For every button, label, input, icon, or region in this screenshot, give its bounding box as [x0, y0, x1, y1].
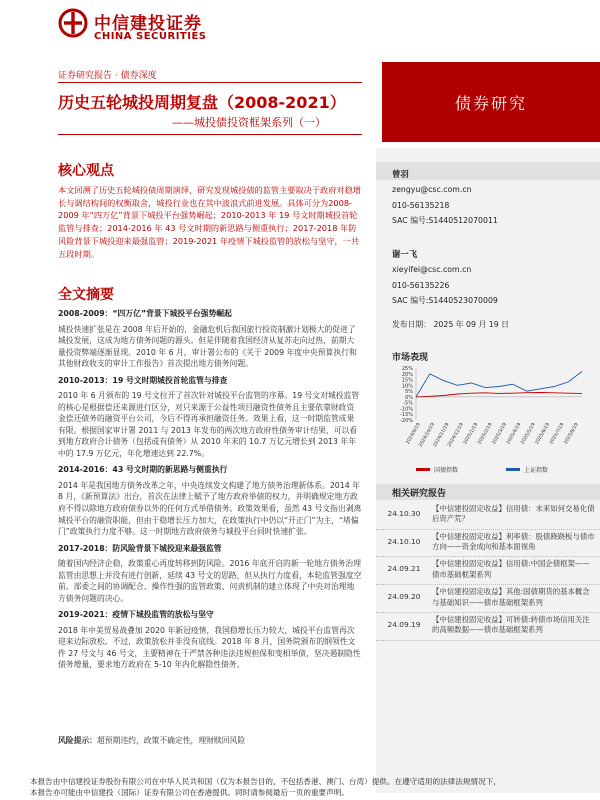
related-report-item[interactable]: [376, 613, 600, 641]
related-report-item[interactable]: [376, 557, 600, 585]
related-reports-list: [376, 502, 600, 641]
analyst-email[interactable]: zengyu@csc.com.cn: [392, 185, 472, 195]
report-title: 历史五轮城投周期复盘（2008-2021）: [58, 93, 346, 112]
x-tick-label: 2025/7/19: [549, 422, 566, 446]
summary-subheading: 2010-2013：19 号文时期城投首轮监管与排查: [58, 375, 228, 385]
category-banner: 债券研究: [382, 62, 600, 142]
x-tick-label: 2025/5/19: [520, 422, 537, 446]
analyst-sac: SAC 编号:S1440512070011: [392, 215, 498, 225]
summary-subheading: 2017-2018：防风险背景下城投迎来最强监管: [58, 543, 222, 553]
related-report-title[interactable]: 【中信建投固定收益】利率债：股债跷跷板与债市方向——资金成向和基本面视角: [432, 531, 595, 552]
company-logo-icon: [58, 8, 88, 38]
y-tick-label: 5%: [405, 389, 413, 396]
analyst-name: 曾羽: [392, 169, 409, 179]
y-tick-label: 15%: [401, 377, 413, 384]
disclaimer-line: 本报告由中信建投证券股份有限公司在中华人民共和国（仅为本报告目的，不包括香港、澳门、台湾）提供。在遵守适用的法律法规情况下，: [30, 777, 501, 786]
related-report-item[interactable]: [376, 530, 600, 558]
analyst-phone: 010-56135226: [392, 280, 450, 290]
market-performance-heading: 市场表现: [392, 353, 429, 363]
related-report-title[interactable]: 【中信建投固定收益】信用债：未来如何交易化债后资产荒？: [432, 504, 595, 524]
summary-paragraph: 2010 年 6 月颁布的 19 号文拉开了首次针对城投平台监管的序幕。19 号文对城投监管的核心是根据偿还来源进行区分，对只来源于公益性项目融资性债务且主要依靠财政资金偿还债务的融资平台公司，今后不得再承担融资任务。效果上看，这一时期监管成果有限。根据国家审计署 2011 与 2013 年发布的两次地方政府性债务审计结果，可以看到地方政府合计债务（包括或有债务）从 2010 年末的 10.7 万亿元增长到 2013 年年中的 17.9 万亿元，年化增速达到 22.7%。: [58, 391, 360, 458]
related-report-date: 24.09.19: [387, 619, 421, 629]
x-tick-label: 2025/2/19: [477, 422, 494, 446]
x-tick-label: 2024/10/19: [418, 422, 437, 448]
x-tick-label: 2025/1/19: [463, 422, 480, 446]
legend-swatch: [416, 468, 430, 471]
core-view-text: 本文回溯了历史五轮城投债周期演绎，研究发现城投债的监管主要取决于政府对稳增长与调结构间的权衡取舍，城投行业也在其中波浪式前进发展。具体可分为2008-2009 年“四万亿”背景下城投平台强势崛起；2010-2013 年 19 号文时期城投首轮监管与排查；2014-2016 年 43 号文时期的新思路与侧重执行；2017-2018 年防风险背景下城投迎来最强监管；2019-2021 年疫情下城投监管的放松与坚守，一共五段时期。: [58, 185, 361, 259]
publish-date: 发布日期： 2025 年 09 月 19 日: [392, 320, 509, 329]
x-tick-label: 2025/4/19: [506, 422, 523, 446]
analyst-name: 谢一飞: [392, 249, 418, 259]
analyst-card: [392, 166, 498, 228]
report-type: 证券研究报告 · 债券深度: [58, 71, 157, 81]
summary-subheading: 2008-2009：“四万亿”背景下城投平台强势崛起: [58, 309, 232, 318]
related-report-date: 24.09.20: [387, 592, 421, 602]
logo-company-name: 中信建投证券: [94, 14, 202, 34]
risk-text: 超预期违约，政策不确定性，理财赎回风险: [96, 736, 246, 745]
report-subtitle: ——城投债投资框架系列（一）: [172, 116, 326, 129]
x-tick-label: 2025/3/19: [491, 422, 508, 446]
summary-paragraph: 城投快速扩张是在 2008 年后开始的，金融危机后我国旅行投资制激计划极大的促进了城投发展，这成为地方债务问题的源头。但是伴随着我国经济从复苏走向过热，前期大量投资弊端逐渐显现。2010 年 6 月，审计署公布的《关于 2009 年度中央预算执行和其他财政收支的审计工作报告》首次提出地方债务问题。: [58, 324, 357, 369]
core-view-heading: 核心观点: [58, 163, 114, 179]
related-report-date: 24.10.10: [387, 536, 421, 546]
related-report-date: 24.09.21: [387, 564, 421, 574]
y-tick-label: 20%: [401, 371, 413, 378]
disclaimer-line: 本报告亦可能由中信建投（国际）证券有限公司在香港提供。同时请参阅最后一页的重要声明。: [30, 788, 349, 797]
y-tick-label: 0%: [405, 394, 413, 401]
legend-label: 上证指数: [524, 467, 549, 474]
summary-paragraph: 随着国内经济企稳，政策重心再度转移到防风险。2016 年底开启的新一轮地方债务治理监管由思想上并没有进行创新，延续 43 号文的思路，但从执行力度看，本轮监管强度空前。部委之间的协调配合、操作性强的监管政策、问责机制的建立体现了中央对治理地方债务问题的决心。: [58, 559, 362, 603]
related-report-title[interactable]: 【中信建投固定收益】信用债:中国企债框架——债市基础框架系列: [432, 559, 590, 579]
summary-heading: 全文摘要: [58, 287, 114, 303]
related-reports-heading: 相关研究报告: [392, 489, 447, 499]
related-report-date: 24.10.30: [387, 509, 421, 518]
disclaimer: [30, 776, 600, 798]
divider: [58, 82, 362, 83]
risk-warning: [58, 735, 245, 746]
y-tick-label: 25%: [401, 366, 413, 372]
related-report-title[interactable]: 【中信建投固定收益】可转债:转债市场信用关注的高频数据——债市基础框架系列: [432, 614, 590, 635]
analyst-sac: SAC 编号:S1440523070009: [392, 295, 498, 305]
summary-body: [58, 308, 362, 676]
related-report-item[interactable]: [376, 585, 600, 613]
x-tick-label: 2025/8/19: [563, 422, 580, 446]
summary-subheading: 2019-2021：疫情下城投监管的放松与坚守: [58, 610, 214, 620]
summary-paragraph: 2014 年是我国地方债务改革之年，中央连续发文构建了地方债务治理新体系。2014 年 8 月，《新预算法》出台，首次在法律上赋予了地方政府举债的权力，并明确规定地方政府不得以除地方政府债券以外的任何方式举借债务。政策效果看，虽然 43 号文指出剥离城投平台的融资职能，但由于稳增长压力加大，在政策执行中仍以“开正门”为主，“堵偏门”政策执行力度不够。这一时期地方政府债务与城投平台同时快速扩张。: [58, 480, 362, 537]
risk-label: 风险提示：: [58, 736, 97, 745]
summary-subheading: 2014-2016：43 号文时期的新思路与侧重执行: [58, 465, 228, 475]
related-report-item[interactable]: [376, 502, 600, 530]
x-tick-label: 2024/11/19: [432, 422, 451, 448]
divider: [58, 134, 362, 135]
market-performance-chart: [386, 362, 596, 482]
analyst-card: [392, 246, 498, 308]
analyst-phone: 010-56135218: [392, 200, 450, 210]
logo-company-name-en: CHINA SECURITIES: [94, 31, 207, 42]
y-tick-label: -5%: [403, 400, 413, 407]
y-tick-label: -20%: [400, 418, 413, 424]
summary-paragraph: 2018 年中美贸易战叠加 2020 年新冠疫情，我国稳增长压力较大，城投平台监管再次迎来边际放松。不过，政策放松并非没有底线。2018 年 8 月，国务院颁布的纲领性文件 27 号文与 46 号文，主要精神在于严禁各种违法违规担保和变相举债，坚决遏制隐性债务增量，要求地方政府在 5-10 年内化解隐性债务。: [58, 625, 361, 670]
y-tick-label: 10%: [401, 383, 413, 390]
related-report-title[interactable]: 【中信建投固定收益】其他:国债期货的基本概念与基础知识——债市基础框架系列: [432, 587, 590, 607]
analyst-email[interactable]: xieyifei@csc.com.cn: [392, 265, 472, 275]
x-tick-label: 2024/9/19: [405, 422, 422, 446]
x-tick-label: 2025/6/19: [534, 422, 552, 446]
y-tick-label: -15%: [400, 412, 413, 419]
x-tick-label: 2024/12/19: [447, 422, 465, 448]
legend-swatch: [506, 468, 520, 471]
series-line: [416, 393, 582, 397]
y-tick-label: -10%: [400, 406, 413, 413]
legend-label: 国债指数: [434, 467, 459, 474]
